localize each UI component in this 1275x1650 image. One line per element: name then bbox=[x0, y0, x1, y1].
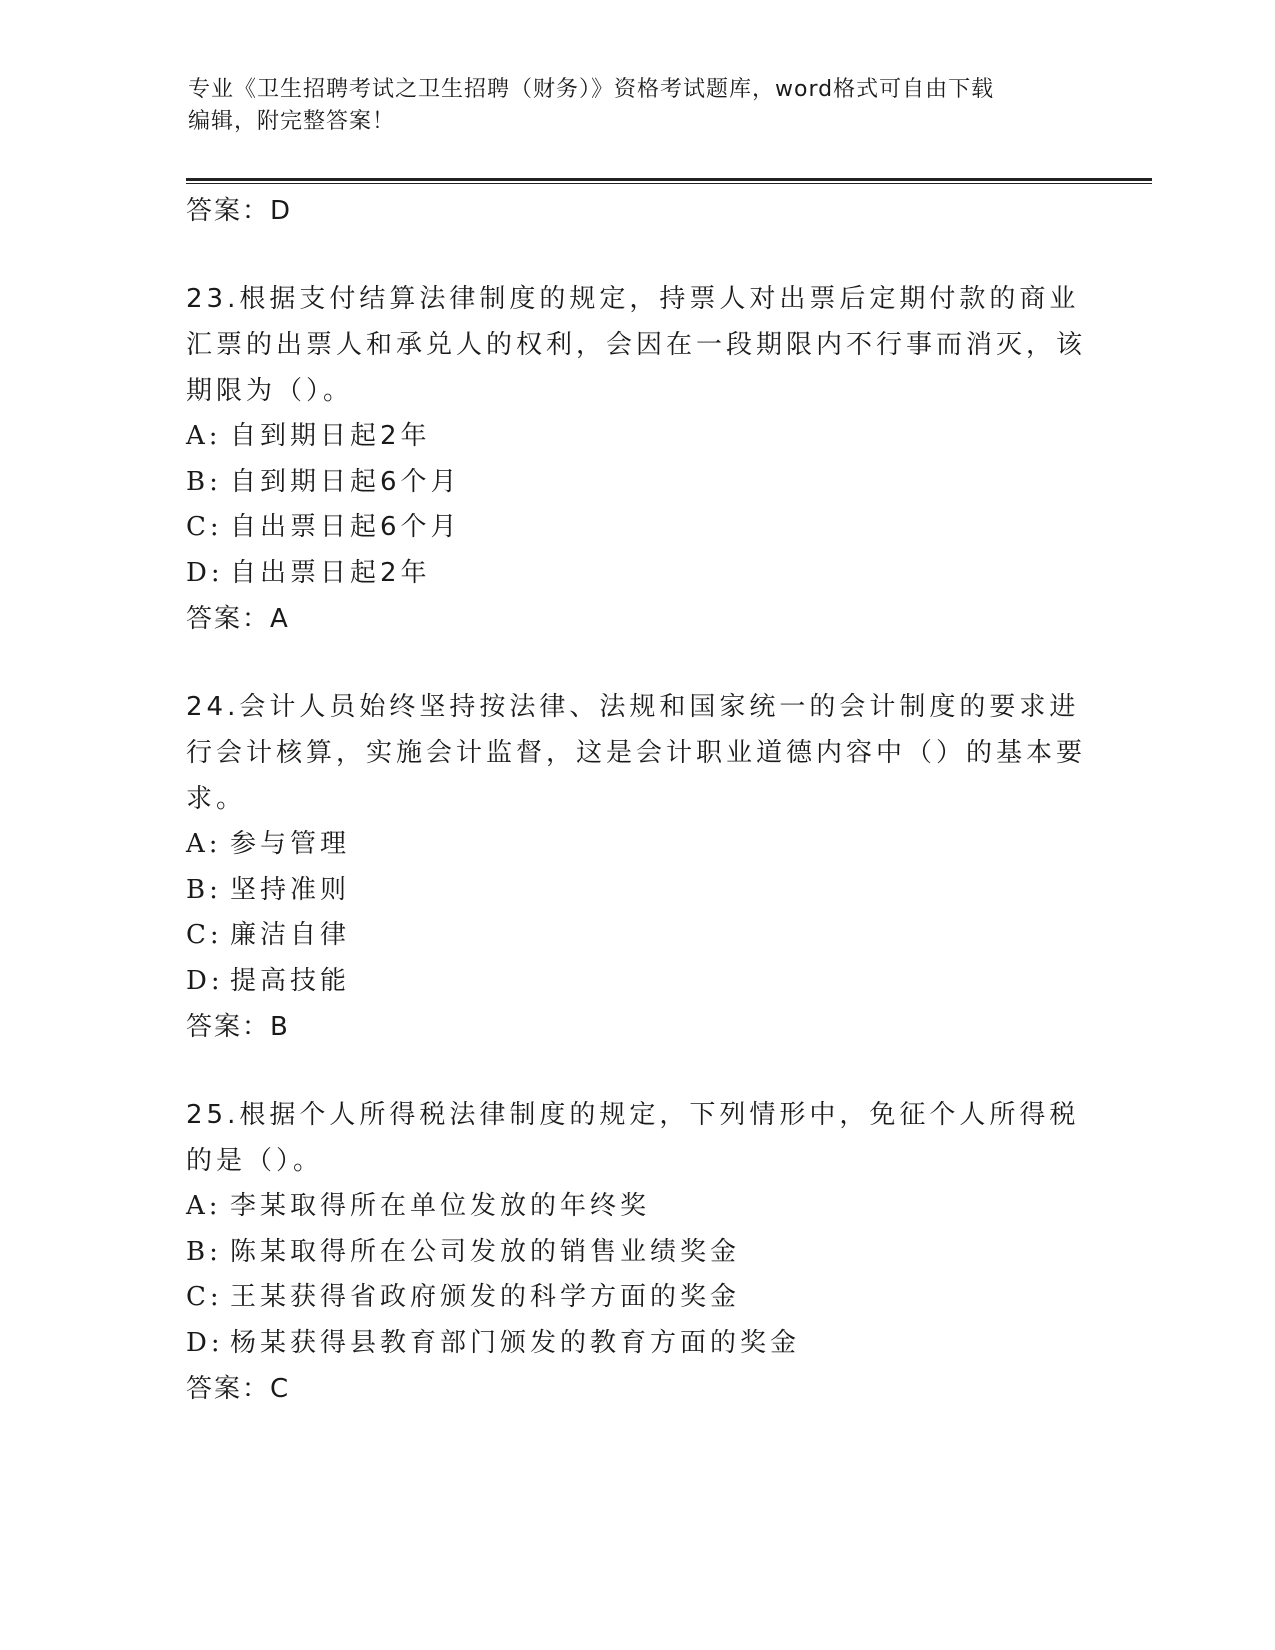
question-stem: 25.根据个人所得税法律制度的规定，下列情形中，免征个人所得税的是（）。 bbox=[186, 1100, 1080, 1176]
option-a bbox=[186, 822, 1086, 868]
question-stem: 24.会计人员始终坚持按法律、法规和国家统一的会计制度的要求进行会计核算，实施会计监督，这是会计职业道德内容中（）的基本要求。 bbox=[186, 692, 1087, 814]
option-key: C: bbox=[186, 920, 223, 950]
header-divider-thin bbox=[186, 183, 1152, 184]
previous-answer: 答案：D bbox=[186, 196, 293, 226]
option-key: D: bbox=[186, 965, 224, 996]
option-b bbox=[186, 868, 1086, 914]
question-stem: 23.根据支付结算法律制度的规定，持票人对出票后定期付款的商业汇票的出票人和承兑人的权利，会因在一段期限内不行事而消灭，该期限为（）。 bbox=[186, 284, 1087, 406]
option-key: D: bbox=[186, 557, 224, 588]
option-b bbox=[186, 460, 1086, 506]
option-a bbox=[186, 414, 1086, 460]
option-b bbox=[186, 1230, 1086, 1276]
option-a bbox=[186, 1184, 1086, 1230]
option-text: 王某获得省政府颁发的科学方面的奖金 bbox=[230, 1282, 741, 1312]
option-key: B: bbox=[186, 1236, 222, 1267]
question-25 bbox=[186, 1092, 1086, 1412]
header-line-1: 专业《卫生招聘考试之卫生招聘（财务）》资格考试题库，word格式可自由下载 bbox=[188, 77, 995, 102]
document-header bbox=[188, 74, 1088, 138]
answer: 答案：B bbox=[186, 1012, 290, 1042]
option-text: 陈某取得所在公司发放的销售业绩奖金 bbox=[230, 1236, 741, 1267]
option-text: 自出票日起6个月 bbox=[230, 512, 461, 542]
header-divider-thick bbox=[186, 178, 1152, 181]
option-text: 提高技能 bbox=[230, 965, 351, 996]
document-body bbox=[186, 188, 1086, 1412]
question-23 bbox=[186, 276, 1086, 642]
question-24 bbox=[186, 684, 1086, 1050]
option-key: B: bbox=[186, 874, 222, 905]
answer: 答案：C bbox=[186, 1374, 291, 1404]
option-text: 自到期日起2年 bbox=[230, 421, 431, 451]
option-c bbox=[186, 913, 1086, 959]
option-text: 自出票日起2年 bbox=[230, 557, 431, 588]
option-c bbox=[186, 505, 1086, 551]
header-line-2: 编辑，附完整答案！ bbox=[188, 109, 396, 134]
option-d bbox=[186, 1321, 1086, 1367]
option-text: 自到期日起6个月 bbox=[230, 466, 461, 497]
answer: 答案：A bbox=[186, 604, 290, 634]
option-key: D: bbox=[186, 1327, 224, 1358]
option-text: 杨某获得县教育部门颁发的教育方面的奖金 bbox=[230, 1327, 801, 1358]
option-text: 廉洁自律 bbox=[230, 920, 351, 950]
option-key: A: bbox=[186, 1191, 222, 1221]
option-text: 李某取得所在单位发放的年终奖 bbox=[230, 1191, 651, 1221]
option-d bbox=[186, 551, 1086, 597]
option-key: A: bbox=[186, 421, 222, 451]
option-key: B: bbox=[186, 466, 222, 497]
option-text: 参与管理 bbox=[230, 829, 351, 859]
option-c bbox=[186, 1275, 1086, 1321]
option-key: C: bbox=[186, 512, 223, 542]
option-text: 坚持准则 bbox=[230, 874, 351, 905]
option-d bbox=[186, 959, 1086, 1005]
option-key: C: bbox=[186, 1282, 223, 1312]
option-key: A: bbox=[186, 829, 222, 859]
